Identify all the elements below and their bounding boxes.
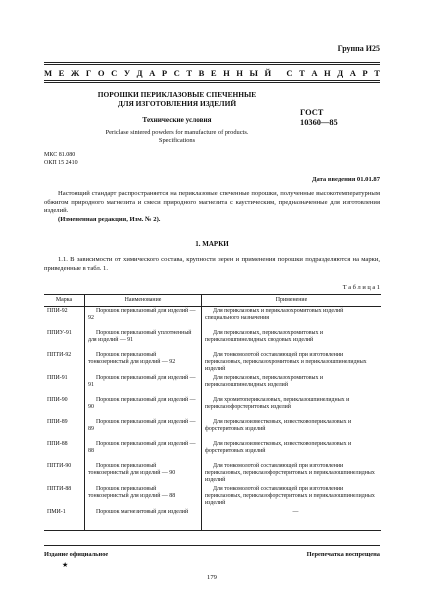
star-mark: ★ (62, 561, 69, 569)
application-cell: Для периклазовых, периклазохромитовых и периклазошпинелидных изделий (202, 374, 382, 396)
official-edition: Издание официальное (44, 551, 109, 558)
application-cell: Для периклазовых, периклазохромитовых и периклазошпинелидных сводовых изделий (202, 329, 382, 351)
table-row (44, 329, 381, 351)
standard-letter: С (173, 68, 180, 78)
standard-letter: Д (136, 68, 143, 78)
name-cell: Порошок периклазовый для изделий — 91 (85, 374, 202, 396)
gost-label: ГОСТ (300, 108, 324, 117)
interstate-standard-heading (44, 68, 380, 78)
title-line-2: ДЛЯ ИЗГОТОВЛЕНИЯ ИЗДЕЛИЙ (117, 99, 237, 108)
english-title-line-2: Specifications (158, 137, 196, 144)
table-label: Т а б л и ц а 1 (342, 284, 380, 291)
standard-letter: Р (161, 68, 168, 78)
standard-letter: Д (337, 68, 344, 78)
standard-letter: А (349, 68, 356, 78)
top-rule-lower (44, 64, 380, 65)
application-cell: Для тонкомолотой составляющей при изготовлении периклазовых, периклазофорстеритовых и периклазошпинелидных изделий (202, 462, 382, 485)
scope-paragraph (44, 190, 380, 224)
name-cell: Порошок периклазовый для изделий — 92 (85, 307, 202, 330)
standard-letter: А (149, 68, 156, 78)
classification-codes (44, 152, 78, 167)
okp-code: ОКП 15 2410 (44, 159, 78, 166)
standard-letter: С (286, 68, 293, 78)
header-name: Наименование (85, 295, 202, 307)
standard-letter: Г (85, 68, 92, 78)
application-cell: Для тонкомолотой составляющей при изготовлении периклазовых, периклазофорстеритовых и периклазошпинелидных изделий (202, 485, 382, 508)
brand-cell: ППИ-91 (47, 375, 68, 381)
table-row (44, 485, 381, 508)
brand-cell: ПМИ-1 (44, 508, 85, 531)
brand-cell: ППИ-88 (47, 441, 68, 447)
brand-cell: ППИУ-91 (47, 330, 72, 336)
application-cell: — (202, 508, 382, 531)
name-cell: Порошок периклазовый тонкозернистый для изделий — 90 (85, 462, 202, 485)
table-row (44, 396, 381, 418)
standard-letter: М (44, 68, 53, 78)
heading-rule-upper (44, 80, 380, 81)
title-line-1: ПОРОШКИ ПЕРИКЛАЗОВЫЕ СПЕЧЕННЫЕ (97, 90, 257, 99)
amendment-note: (Измененная редакция, Изм. № 2). (58, 215, 161, 223)
table-row (44, 307, 381, 330)
standard-letter: В (198, 68, 205, 78)
standard-letter: О (97, 68, 105, 78)
mks-code: МКС 81.080 (44, 152, 76, 158)
standard-letter: Н (324, 68, 331, 78)
grades-paragraph: 1.1. В зависимости от химического состава, крупности зерен и применения порошки подразделяются на марки, приведенные в табл. 1. (44, 256, 380, 272)
application-cell: Для периклазоизвестковых, известковопериклазовых и форстеритовых изделий (202, 418, 382, 440)
gost-number: 10360—85 (300, 118, 338, 127)
standard-letter: Е (58, 68, 65, 78)
document-title (92, 90, 262, 108)
application-cell: Для периклазоизвестковых, известковопериклазовых и форстеритовых изделий (202, 440, 382, 462)
standard-letter: Т (299, 68, 305, 78)
footer-rule (44, 545, 380, 546)
standard-letter: Т (374, 68, 380, 78)
introduction-date: Дата введения 01.01.87 (311, 176, 380, 183)
brand-cell: ППТИ-92 (47, 352, 72, 358)
application-cell: Для периклазовых и периклазохромитовых изделий специального назначения (202, 307, 382, 330)
brand-cell: ППТИ-88 (47, 486, 72, 492)
table-row (44, 462, 381, 485)
table-header-row (44, 295, 381, 307)
application-cell: Для тонкомолотой составляющей при изготовлении периклазовых, периклазохромитовых и периклазошпинелидных изделий (202, 351, 382, 374)
standard-letter: Р (362, 68, 368, 78)
table-row (44, 351, 381, 374)
name-cell: Порошок периклазовый для изделий — 90 (85, 396, 202, 418)
page-number: 179 (207, 574, 217, 581)
standard-letter: Н (236, 68, 243, 78)
english-title (92, 129, 262, 145)
standard-letter: Т (186, 68, 193, 78)
table-row (44, 418, 381, 440)
standard-letter: Н (223, 68, 230, 78)
standard-letter: Ы (249, 68, 258, 78)
name-cell: Порошок периклазовый тонкозернистый для изделий — 88 (85, 485, 202, 508)
standard-letter: У (123, 68, 131, 78)
group-code: Группа И25 (337, 44, 380, 53)
application-cell: Для хромитопериклазовых, периклазошпинелидных и периклазофорстеритовых изделий (202, 396, 382, 418)
table-row (44, 374, 381, 396)
header-application: Применение (202, 295, 382, 307)
header-brand: Марка (44, 295, 85, 307)
name-cell: Порошок периклазовый для изделий — 88 (85, 440, 202, 462)
grades-table (44, 294, 381, 531)
brand-cell: ППИ-92 (47, 308, 68, 314)
standard-letter: А (311, 68, 318, 78)
document-subtitle: Технические условия (142, 116, 212, 124)
brand-cell: ППИ-90 (47, 397, 68, 403)
heading-rule-lower (44, 82, 380, 83)
reprint-prohibited: Перепечатка воспрещена (306, 551, 380, 558)
standard-letter: Й (264, 68, 272, 78)
brand-cell: ППТИ-90 (47, 463, 72, 469)
name-cell: Порошок периклазовый тонкозернистый для изделий — 92 (85, 351, 202, 374)
top-rule-upper (44, 62, 380, 63)
name-cell: Порошок периклазовый уплотненный для изделий — 91 (85, 329, 202, 351)
name-cell: Порошок магнезитовый для изделий (85, 508, 202, 531)
standard-letter: Ж (70, 68, 80, 78)
standard-letter: С (111, 68, 118, 78)
english-title-line-1: Periclase sintered powders for manufacture of products. (105, 129, 249, 136)
scope-text: Настоящий стандарт распространяется на периклазовые спеченные порошки, полученные высокотемпературным обжигом природного магнезита и смеси природного магнезита с каустическим, предназначенные для изготовления изделий. (44, 190, 380, 215)
standard-letter (278, 68, 280, 78)
section-heading: 1. МАРКИ (195, 240, 229, 248)
standard-letter: Е (210, 68, 217, 78)
name-cell: Порошок периклазовый для изделий — 89 (85, 418, 202, 440)
table-row (44, 508, 381, 531)
brand-cell: ППИ-89 (47, 419, 68, 425)
table-row (44, 440, 381, 462)
gost-designation (300, 108, 338, 128)
